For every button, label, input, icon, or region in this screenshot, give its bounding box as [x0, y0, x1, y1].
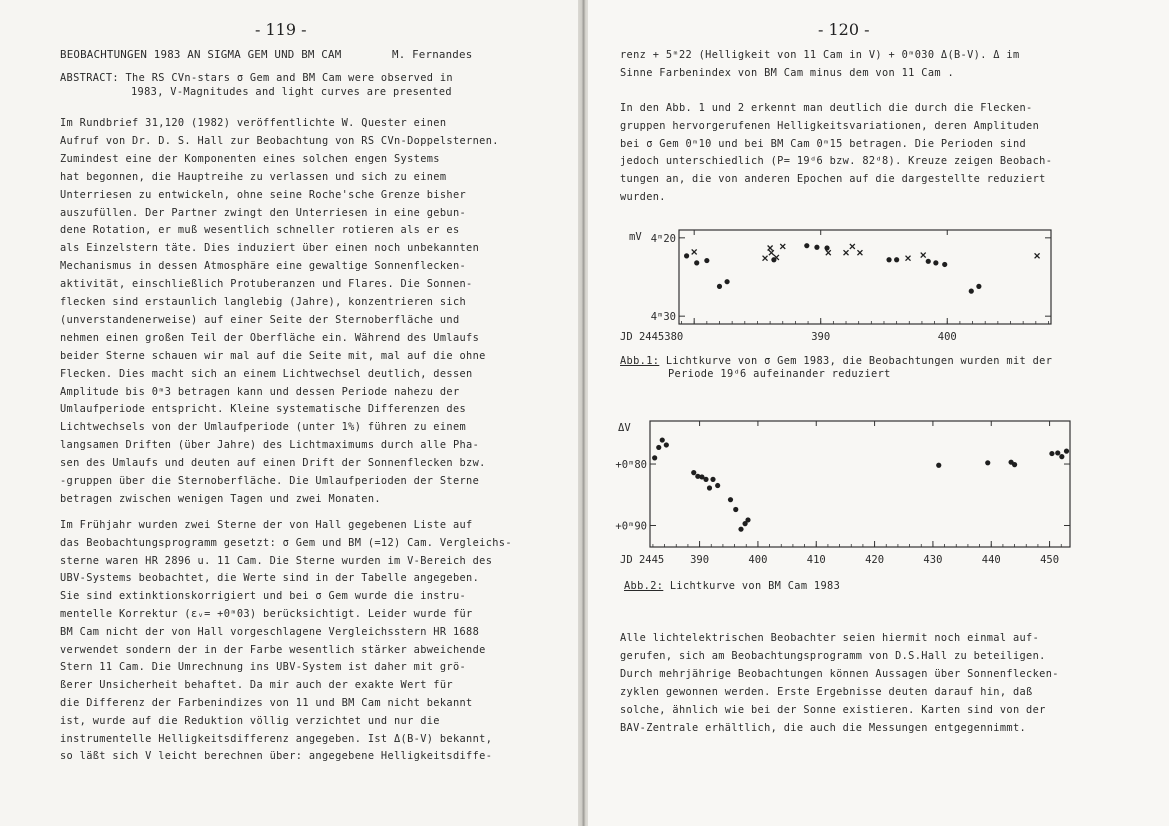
text-line: Stern 11 Cam. Die Umrechnung ins UBV-System ist daher mit grö- — [60, 661, 467, 674]
article-author: M. Fernandes — [392, 48, 473, 61]
page-number: - 120 - — [818, 20, 870, 39]
text-line: gerufen, sich am Beobachtungsprogramm von D.S.Hall zu beteiligen. — [620, 649, 1046, 662]
data-point — [710, 477, 715, 482]
plot-frame — [650, 421, 1070, 547]
x-tick-label: 450 — [1040, 554, 1060, 566]
x-tick-label: 420 — [865, 554, 885, 566]
text-line: langsamen Driften (über Jahre) des Lichtmaximums durch alle Pha- — [60, 439, 480, 452]
data-point — [1049, 451, 1054, 456]
text-line: hat begonnen, die Hauptreihe zu verlassen und sich zu einem — [60, 170, 447, 183]
text-line: Sinne Farbenindex von BM Cam minus dem von 11 Cam . — [620, 67, 955, 79]
text-line: Flecken. Dies macht sich an einem Lichtwechsel deutlich, dessen — [60, 367, 473, 380]
text-line: sen des Umlaufs und deuten auf einen Drift der Sonnenflecken bzw. — [60, 457, 486, 470]
text-line: BM Cam nicht der von Hall vorgeschlagene Vergleichsstern HR 1688 — [60, 625, 480, 638]
data-point — [1012, 462, 1017, 467]
data-point — [985, 460, 990, 465]
text-line: so läßt sich V leicht berechnen über: angegebene Helligkeitsdiffe- — [60, 750, 493, 763]
text-line: In den Abb. 1 und 2 erkennt man deutlich die durch die Flecken- — [620, 102, 1033, 114]
right-page — [588, 0, 1169, 826]
figure-1-caption-text: Lichtkurve von σ Gem 1983, die Beobachtungen wurden mit der — [659, 355, 1053, 367]
text-line: renz + 5ᵐ22 (Helligkeit von 11 Cam in V) + 0ᵐ030 Δ(B-V). Δ im — [620, 49, 1020, 61]
text-line: aktivität, einschließlich Protuberanzen und Flares. Die Sonnen- — [60, 278, 473, 291]
text-line: (unverstandenerweise) auf einer Seite der Sternoberfläche und — [60, 313, 460, 326]
x-tick-label: 410 — [806, 554, 826, 566]
data-point — [715, 483, 720, 488]
page-number: - 119 - — [255, 20, 307, 39]
data-point — [664, 442, 669, 447]
data-point — [745, 517, 750, 522]
data-point — [652, 455, 657, 460]
figure-2-caption-text: Lichtkurve von BM Cam 1983 — [663, 580, 841, 592]
text-line: Umlaufperiode entspricht. Kleine systematische Differenzen des — [60, 403, 467, 416]
figure-2-lightcurve-bm-cam — [588, 0, 1169, 600]
x-tick-label: JD 2445 — [620, 554, 665, 566]
abstract-line: 1983, V-Magnitudes and light curves are presented — [131, 86, 452, 98]
text-line: Durch mehrjährige Beobachtungen können Aussagen über Sonnenflecken- — [620, 667, 1059, 680]
text-line: ßerer Unsicherheit behaftet. Da mir auch der exakte Wert für — [60, 679, 453, 692]
x-tick-label: 440 — [981, 554, 1001, 566]
text-line: BAV-Zentrale erhältlich, die auch die Messungen entgegennimmt. — [620, 721, 1027, 734]
text-line: Unterriesen zu entwickeln, ohne seine Roche'sche Grenze bisher — [60, 188, 467, 201]
text-line: Zumindest eine der Komponenten eines solchen engen Systems — [60, 152, 440, 165]
abstract-line: ABSTRACT: The RS CVn-stars σ Gem and BM Cam were observed in — [60, 72, 453, 84]
text-line: betragen zwischen wenigen Tagen und zwei Monaten. — [60, 492, 381, 505]
y-tick-label: +0ᵐ80 — [615, 459, 647, 472]
data-point — [738, 527, 743, 532]
text-line: Mechanismus in dessen Atmosphäre eine gewaltige Sonnenflecken- — [60, 260, 467, 273]
data-point — [703, 477, 708, 482]
text-line: Lichtwechsels von der Umlaufperiode (unter 1%) führen zu einem — [60, 421, 467, 434]
text-line: Aufruf von Dr. D. S. Hall zur Beobachtung von RS CVn-Doppelsternen. — [60, 134, 499, 147]
text-line: UBV-Systems beobachtet, die Werte sind in der Tabelle angegeben. — [60, 572, 480, 585]
x-tick-label: 390 — [690, 554, 710, 566]
text-line: Amplitude bis 0ᵐ3 betragen kann und dessen Periode nahezu der — [60, 385, 460, 398]
text-line: Sie sind extinktionskorrigiert und bei σ Gem wurde die instru- — [60, 590, 467, 603]
figure-2-caption-label: Abb.2: — [624, 580, 664, 592]
y-tick-label: 4ᵐ20 — [650, 232, 676, 245]
text-line: Im Rundbrief 31,120 (1982) veröffentlichte W. Quester einen — [60, 117, 447, 129]
data-point — [1064, 449, 1069, 454]
text-line: tungen an, die von anderen Epochen auf die dargestellte reduziert — [620, 173, 1046, 186]
x-tick-label: 400 — [748, 554, 768, 566]
text-line: jedoch unterschiedlich (P= 19ᵈ6 bzw. 82ᵈ8). Kreuze zeigen Beobach- — [620, 155, 1053, 168]
text-line: nehmen einen großen Teil der Oberfläche ein. Während des Umlaufs — [60, 331, 480, 344]
data-point — [660, 437, 665, 442]
text-line: beider Sterne schauen wir mal auf die Seite mit, mal auf die ohne — [60, 349, 486, 362]
x-tick-label: 390 — [811, 331, 831, 343]
data-point — [707, 485, 712, 490]
text-line: zyklen gewonnen werden. Erste Ergebnisse deuten darauf hin, daß — [620, 685, 1033, 698]
data-point — [656, 445, 661, 450]
x-tick-label: 430 — [923, 554, 943, 566]
text-line: ist, wurde auf die Reduktion völlig verzichtet und nur die — [60, 714, 440, 727]
text-line: die Differenz der Farbenindizes von 11 und BM Cam nicht bekannt — [60, 697, 473, 709]
text-line: auszufüllen. Der Partner zwingt den Unterriesen in eine gebun- — [60, 206, 467, 219]
data-point — [1059, 454, 1064, 459]
text-line: gruppen hervorgerufenen Helligkeitsvariationen, deren Amplituden — [620, 119, 1040, 132]
data-point — [728, 497, 733, 502]
text-line: mentelle Korrektur (εᵥ= +0ᵐ03) berücksichtigt. Leider wurde für — [60, 608, 473, 620]
text-line: dene Rotation, er muß wesentlich schneller rotieren als er es — [60, 224, 460, 237]
y-tick-label: 4ᵐ30 — [650, 311, 676, 324]
text-line: -gruppen über die Sternoberfläche. Die Umlaufperioden der Sterne — [60, 475, 480, 487]
text-line: Im Frühjahr wurden zwei Sterne der von Hall gegebenen Liste auf — [60, 519, 473, 531]
text-line: das Beobachtungsprogramm gesetzt: σ Gem und BM (=12) Cam. Vergleichs- — [60, 536, 512, 549]
article-title: BEOBACHTUNGEN 1983 AN SIGMA GEM UND BM CAM — [60, 48, 342, 61]
left-page — [0, 0, 578, 826]
text-line: bei σ Gem 0ᵐ10 und bei BM Cam 0ᵐ15 betragen. Die Perioden sind — [620, 137, 1027, 150]
text-line: solche, ähnlich wie bei der Sonne existieren. Karten sind von der — [620, 703, 1046, 716]
figure-2-caption — [624, 580, 840, 592]
y-tick-label: +0ᵐ90 — [615, 520, 647, 533]
data-point — [733, 507, 738, 512]
text-line: als Einzelstern täte. Dies induziert über einen noch unbekannten — [60, 242, 480, 255]
x-tick-label: 400 — [937, 331, 957, 343]
text-line: verwendet sondern der in der Farbe wesentlich stärker abweichende — [60, 643, 486, 656]
text-line: Alle lichtelektrischen Beobachter seien hiermit noch einmal auf- — [620, 632, 1040, 644]
text-line: wurden. — [620, 191, 666, 203]
data-point — [1055, 450, 1060, 455]
text-line: flecken sind erstaunlich langlebig (Jahre), konzentrieren sich — [60, 296, 467, 308]
figure-1-caption-line2: Periode 19ᵈ6 aufeinander reduziert — [668, 368, 891, 380]
data-point — [691, 470, 696, 475]
figure-1-caption-label: Abb.1: — [620, 355, 660, 367]
y-axis-label: mV — [629, 231, 642, 243]
text-line: instrumentelle Helligkeitsdifferenz angegeben. Ist Δ(B-V) bekannt, — [60, 732, 493, 745]
x-tick-label: JD 2445380 — [620, 331, 684, 343]
data-point — [936, 463, 941, 468]
text-line: sterne waren HR 2896 u. 11 Cam. Die Sterne wurden im V-Bereich des — [60, 554, 493, 567]
y-axis-label: ΔV — [618, 422, 631, 434]
